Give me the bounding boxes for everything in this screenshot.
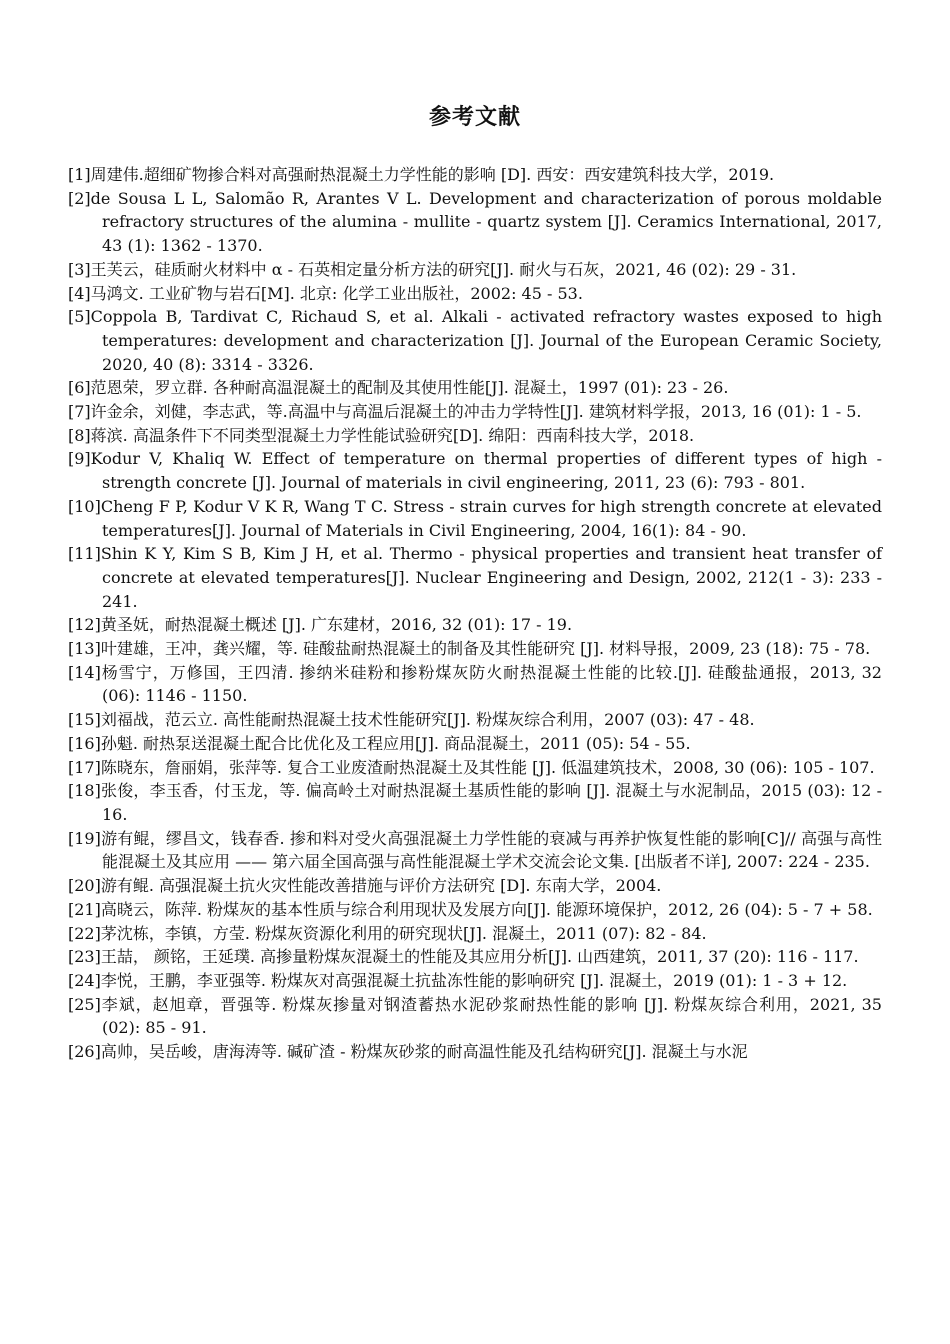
reference-item xyxy=(68,874,882,898)
reference-number: [17] xyxy=(68,757,101,777)
reference-item xyxy=(68,779,882,826)
reference-text: Shin K Y, Kim S B, Kim J H, et al. Thermo - physical properties and transient heat transfer of concrete at elevated temperatures[J]. Nuclear Engineering and Design, 2002, 212(1 - 3): 233 - 241. xyxy=(100,544,882,611)
reference-text: 杨雪宁，万修国，王四清. 掺纳米硅粉和掺粉煤灰防火耐热混凝土性能的比较.[J]. 硅酸盐通报，2013, 32 (06): 1146 - 1150. xyxy=(100,662,882,706)
reference-item xyxy=(68,708,882,732)
reference-text: 张俊，李玉香，付玉龙，等. 偏高岭土对耐热混凝土基质性能的影响 [J]. 混凝土与水泥制品，2015 (03): 12 - 16. xyxy=(100,781,882,824)
reference-item xyxy=(68,898,882,922)
reference-item xyxy=(68,424,882,448)
reference-number: [8] xyxy=(68,425,91,445)
reference-item xyxy=(68,613,882,637)
reference-text: 黄圣妩，耐热混凝土概述 [J]. 广东建材，2016, 32 (01): 17 - 19. xyxy=(100,615,573,635)
reference-number: [26] xyxy=(68,1042,101,1062)
reference-item xyxy=(68,732,882,756)
reference-text: 李斌，赵旭章，晋强等. 粉煤灰掺量对钢渣蓄热水泥砂浆耐热性能的影响 [J]. 粉煤灰综合利用，2021, 35 (02): 85 - 91. xyxy=(100,994,882,1038)
reference-text: Kodur V, Khaliq W. Effect of temperature on thermal properties of different types of high - strength concrete [J]. Journal of materials in civil engineering, 2011, 23 (6): 793 - 801. xyxy=(90,449,882,493)
reference-number: [6] xyxy=(68,378,91,398)
reference-item xyxy=(68,163,882,187)
reference-text: de Sousa L L, Salomão R, Arantes V L. Development and characterization of porous moldable refractory structures of the alumina - mullite - quartz system [J]. Ceramics International, 2017, 43 (1): 1362 - 1370. xyxy=(90,188,882,256)
reference-item xyxy=(68,1040,882,1064)
reference-number: [23] xyxy=(68,947,101,967)
reference-text: 孙魁. 耐热泵送混凝土配合比优化及工程应用[J]. 商品混凝土，2011 (05): 54 - 55. xyxy=(100,733,691,753)
reference-number: [12] xyxy=(68,615,101,635)
reference-number: [13] xyxy=(68,639,101,659)
reference-number: [9] xyxy=(68,449,91,469)
reference-item xyxy=(68,661,882,708)
reference-number: [18] xyxy=(68,781,101,801)
reference-item xyxy=(68,282,882,306)
reference-item xyxy=(68,542,882,613)
reference-text: 叶建雄，王冲，龚兴耀，等. 硅酸盐耐热混凝土的制备及其性能研究 [J]. 材料导报，2009, 23 (18): 75 - 78. xyxy=(100,639,871,659)
reference-text: 许金余，刘健，李志武，等.高温中与高温后混凝土的冲击力学特性[J]. 建筑材料学报，2013, 16 (01): 1 - 5. xyxy=(90,402,862,422)
reference-text: 范恩荣，罗立群. 各种耐高温混凝土的配制及其使用性能[J]. 混凝土，1997 (01): 23 - 26. xyxy=(90,378,729,398)
reference-text: 高帅，吴岳峻，唐海涛等. 碱矿渣 - 粉煤灰砂浆的耐高温性能及孔结构研究[J]. 混凝土与水泥 xyxy=(100,1042,748,1062)
reference-item xyxy=(68,637,882,661)
reference-item xyxy=(68,305,882,376)
page-title: 参考文献 xyxy=(428,105,521,130)
reference-text: 王喆， 颜铭，王延璞. 高掺量粉煤灰混凝土的性能及其应用分析[J]. 山西建筑，2011, 37 (20): 116 - 117. xyxy=(100,947,859,967)
reference-number: [1] xyxy=(68,165,91,184)
reference-item xyxy=(68,756,882,780)
reference-item xyxy=(68,827,882,874)
reference-number: [14] xyxy=(68,662,101,682)
reference-item xyxy=(68,945,882,969)
reference-number: [25] xyxy=(68,994,101,1014)
reference-number: [15] xyxy=(68,710,101,730)
reference-number: [10] xyxy=(68,496,101,516)
reference-number: [7] xyxy=(68,402,91,422)
reference-item xyxy=(68,258,882,282)
reference-item xyxy=(68,447,882,494)
reference-text: 周建伟.超细矿物掺合料对高强耐热混凝土力学性能的影响 [D]. 西安：西安建筑科技大学，2019. xyxy=(90,165,775,184)
reference-text: 李悦，王鹏，李亚强等. 粉煤灰对高强混凝土抗盐冻性能的影响研究 [J]. 混凝土，2019 (01): 1 - 3 + 12. xyxy=(100,970,848,990)
reference-text: 高晓云，陈萍. 粉煤灰的基本性质与综合利用现状及发展方向[J]. 能源环境保护，2012, 26 (04): 5 - 7 + 58. xyxy=(100,899,873,919)
reference-number: [24] xyxy=(68,970,101,990)
reference-item xyxy=(68,993,882,1040)
reference-number: [2] xyxy=(68,188,91,208)
reference-item xyxy=(68,495,882,542)
reference-text: Cheng F P, Kodur V K R, Wang T C. Stress - strain curves for high strength concrete at elevated temperatures[J]. Journal of Materials in Civil Engineering, 2004, 16(1): 84 - 90. xyxy=(100,496,882,540)
reference-number: [19] xyxy=(68,828,101,848)
reference-number: [5] xyxy=(68,307,91,327)
reference-text: 陈晓东，詹丽娟，张萍等. 复合工业废渣耐热混凝土及其性能 [J]. 低温建筑技术，2008, 30 (06): 105 - 107. xyxy=(100,757,875,777)
reference-item xyxy=(68,400,882,424)
reference-item xyxy=(68,922,882,946)
reference-number: [16] xyxy=(68,733,101,753)
reference-text: 游有鲲，缪昌文，钱春香. 掺和料对受火高强混凝土力学性能的衰减与再养护恢复性能的影响[C]// 高强与高性能混凝土及其应用 —— 第六届全国高强与高性能混凝土学术交流会论文集. [出版者不详], 2007: 224 - 235. xyxy=(100,828,882,872)
reference-number: [20] xyxy=(68,876,101,896)
reference-text: 马鸿文. 工业矿物与岩石[M]. 北京: 化学工业出版社，2002: 45 - 53. xyxy=(90,283,583,303)
reference-number: [3] xyxy=(68,259,91,279)
reference-text: 茅沈栋，李镇，方莹. 粉煤灰资源化利用的研究现状[J]. 混凝土，2011 (07): 82 - 84. xyxy=(100,923,707,943)
reference-list xyxy=(68,163,882,1064)
reference-item xyxy=(68,187,882,258)
reference-text: 刘福战，范云立. 高性能耐热混凝土技术性能研究[J]. 粉煤灰综合利用，2007 (03): 47 - 48. xyxy=(100,710,755,730)
reference-number: [4] xyxy=(68,283,91,303)
reference-item xyxy=(68,376,882,400)
reference-text: 游有鲲. 高强混凝土抗火灾性能改善措施与评价方法研究 [D]. 东南大学，2004. xyxy=(100,876,662,896)
reference-item xyxy=(68,969,882,993)
reference-text: 蒋滨. 高温条件下不同类型混凝土力学性能试验研究[D]. 绵阳：西南科技大学，2018. xyxy=(90,425,695,445)
reference-text: Coppola B, Tardivat C, Richaud S, et al. Alkali - activated refractory wastes exposed to high temperatures: development and characterization [J]. Journal of the European Ceramic Society, 2020, 40 (8): 3314 - 3326. xyxy=(90,307,882,374)
reference-number: [21] xyxy=(68,899,101,919)
reference-number: [11] xyxy=(68,544,101,564)
reference-number: [22] xyxy=(68,923,101,943)
reference-text: 王芙云，硅质耐火材料中 α - 石英相定量分析方法的研究[J]. 耐火与石灰，2021, 46 (02): 29 - 31. xyxy=(90,259,797,279)
